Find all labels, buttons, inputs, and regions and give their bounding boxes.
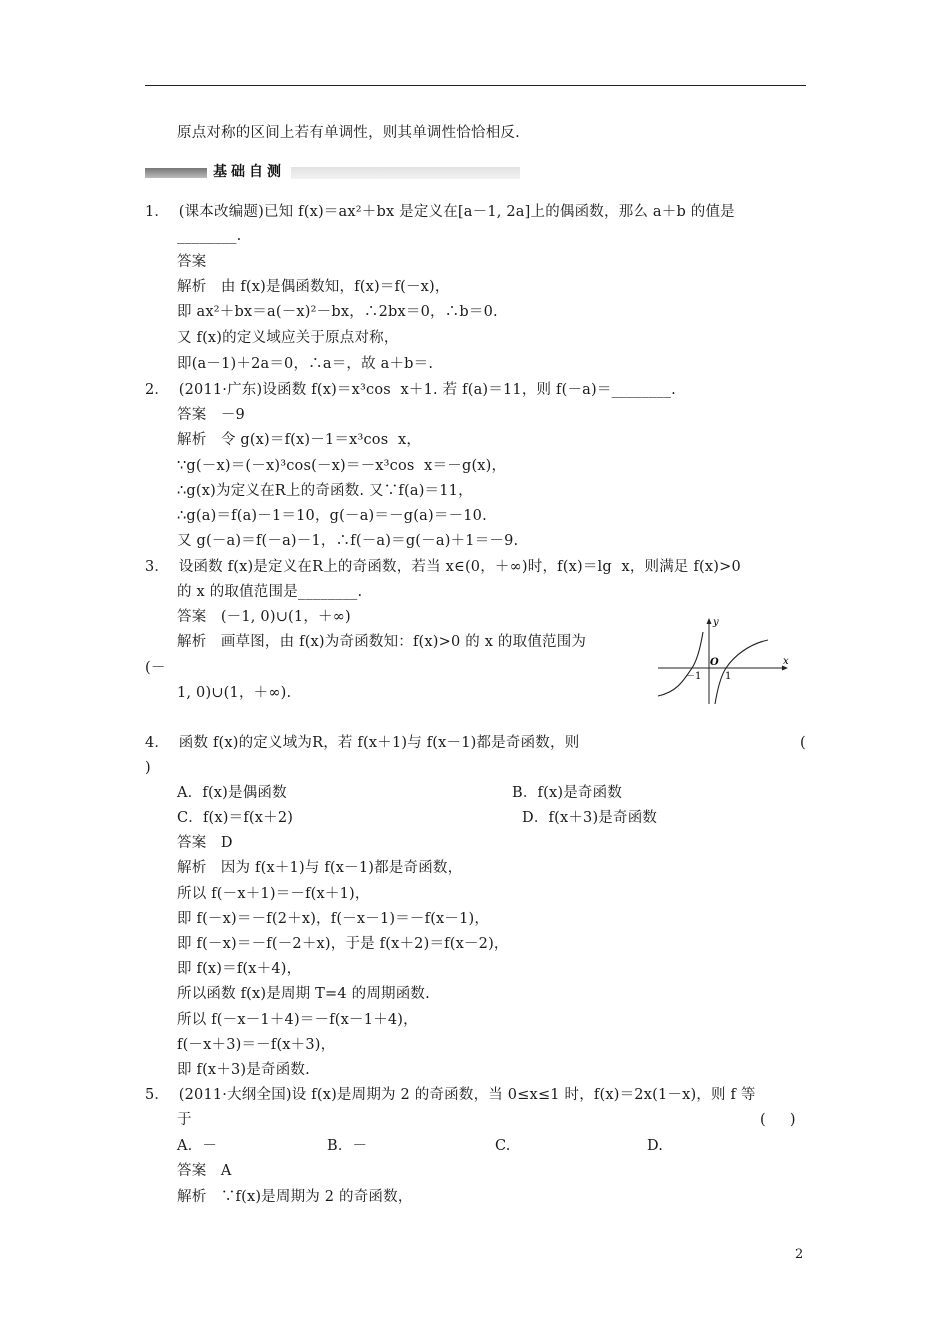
text-line: 即 f(x＋3)是奇函数. — [177, 1062, 310, 1078]
text-line: A．－ — [177, 1138, 218, 1154]
text-line: D．f(x＋3)是奇函数 — [522, 810, 658, 826]
text-line: C．f(x)＝f(x＋2) — [177, 810, 294, 826]
section-title: 基础自测 — [213, 164, 285, 180]
header-rule — [145, 85, 806, 86]
section-bar-right — [291, 167, 520, 179]
text-line: 解析 ∵f(x)是周期为 2 的奇函数， — [177, 1189, 413, 1205]
curve-left — [658, 632, 703, 696]
text-line: 解析 画草图，由 f(x)为奇函数知：f(x)>0 的 x 的取值范围为 — [177, 634, 587, 650]
text-line: 4． 函数 f(x)的定义域为R，若 f(x＋1)与 f(x－1)都是奇函数，则 — [145, 735, 580, 751]
curve-right — [715, 640, 768, 704]
page-number: 2 — [795, 1247, 804, 1262]
text-line: B．f(x)是奇函数 — [512, 785, 623, 801]
text-line: ( ) — [760, 1112, 796, 1128]
text-line: 又 g(－a)＝f(－a)－1，∴f(－a)＝g(－a)＋1＝－9. — [177, 533, 519, 549]
y-axis-label: y — [713, 617, 719, 628]
text-line: 所以函数 f(x)是周期 T=4 的周期函数. — [177, 986, 430, 1002]
text-line: 解析 令 g(x)＝f(x)－1＝x³cos x， — [177, 432, 422, 448]
text-line: C. — [495, 1138, 511, 1154]
text-line: 答案 －9 — [177, 407, 245, 423]
text-line: 答案 — [177, 254, 207, 270]
text-line: 即 f(x)＝f(x＋4)， — [177, 961, 302, 977]
x-axis-label: x — [783, 656, 789, 667]
text-line: 1． (课本改编题)已知 f(x)＝ax²＋bx 是定义在[a－1, 2a]上的偶函数，那么 a＋b 的值是 — [145, 204, 735, 220]
text-line: (－ — [145, 660, 166, 676]
text-line: 2． (2011·广东)设函数 f(x)＝x³cos x＋1. 若 f(a)＝11，则 f(－a)＝________. — [145, 382, 676, 398]
text-line: 解析 因为 f(x＋1)与 f(x－1)都是奇函数， — [177, 860, 463, 876]
text-line: 又 f(x)的定义域应关于原点对称， — [177, 330, 399, 346]
text-line: ( — [800, 735, 806, 751]
text-line: 原点对称的区间上若有单调性，则其单调性恰恰相反. — [177, 125, 520, 141]
one-label: 1 — [725, 671, 732, 682]
text-line: ) — [145, 760, 151, 776]
section-bar-left — [145, 168, 207, 178]
origin-label: O — [710, 657, 719, 668]
text-line: A．f(x)是偶函数 — [177, 785, 287, 801]
text-line: D. — [647, 1138, 664, 1154]
text-line: 的 x 的取值范围是________. — [177, 584, 363, 600]
text-line: 答案 D — [177, 835, 233, 851]
text-line: 于 — [177, 1112, 192, 1128]
text-line: ∵g(－x)＝(－x)³cos(－x)＝－x³cos x＝－g(x)， — [177, 458, 507, 474]
text-line: ________. — [177, 228, 242, 244]
text-line: ∴g(x)为定义在R上的奇函数. 又∵f(a)＝11， — [177, 483, 473, 499]
neg-one-label: －1 — [685, 671, 702, 682]
section-heading — [145, 164, 520, 181]
odd-function-sketch — [654, 616, 796, 706]
text-line: 所以 f(－x＋1)＝－f(x＋1)， — [177, 886, 370, 902]
text-line: 3． 设函数 f(x)是定义在R上的奇函数，若当 x∈(0，＋∞)时，f(x)＝lg x，则满足 f(x)>0 — [145, 559, 741, 575]
text-line: f(－x＋3)＝－f(x＋3)， — [177, 1037, 336, 1053]
text-line: 答案 A — [177, 1163, 232, 1179]
text-line: 即(a－1)＋2a＝0，∴a＝，故 a＋b＝. — [177, 356, 434, 372]
text-line: ∴g(a)＝f(a)－1＝10，g(－a)＝－g(a)＝－10. — [177, 508, 487, 524]
text-line: 答案 (－1, 0)∪(1，＋∞) — [177, 609, 351, 625]
text-line: B．－ — [327, 1138, 368, 1154]
text-line: 所以 f(－x－1＋4)＝－f(x－1＋4)， — [177, 1012, 418, 1028]
text-line: 5． (2011·大纲全国)设 f(x)是周期为 2 的奇函数，当 0≤x≤1 时，f(x)＝2x(1－x)，则 f 等 — [145, 1087, 756, 1103]
text-line: 即 f(－x)＝－f(2＋x)，f(－x－1)＝－f(x－1)， — [177, 911, 490, 927]
text-line: 即 ax²＋bx＝a(－x)²－bx，∴2bx＝0，∴b＝0. — [177, 304, 498, 320]
text-line: 即 f(－x)＝－f(－2＋x)，于是 f(x＋2)＝f(x－2)， — [177, 936, 509, 952]
text-line: 1, 0)∪(1，＋∞). — [177, 685, 292, 701]
text-line: 解析 由 f(x)是偶函数知，f(x)＝f(－x)， — [177, 279, 450, 295]
y-axis-arrow — [707, 618, 712, 624]
